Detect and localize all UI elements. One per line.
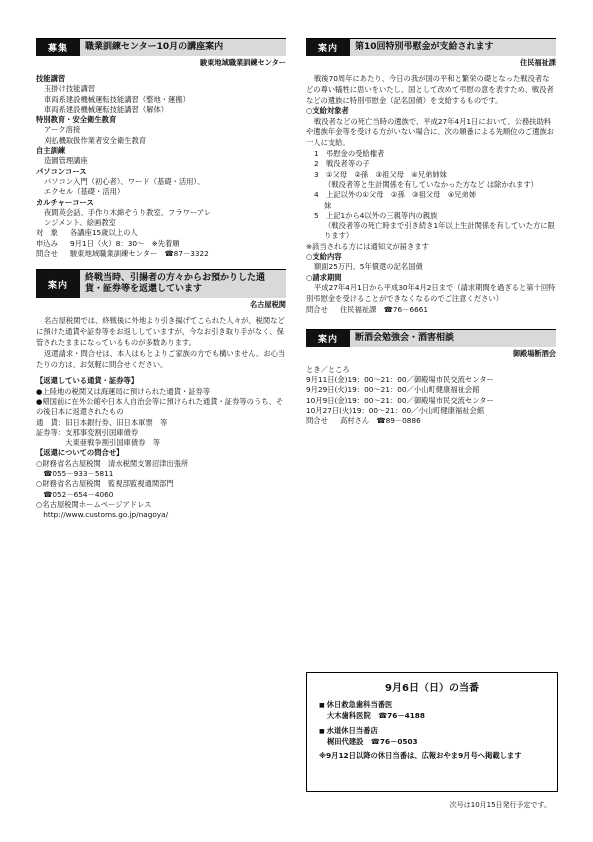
category-tag: 案内 (306, 39, 350, 56)
contact-line: ○財務省名古屋税関 監視部監視通関部門 (36, 479, 174, 489)
period-text: 平成27年4月1日から平成30年4月2日まで（請求期間を過ぎると第十回特別弔慰金を受けることができなくなるのでご注意ください） (306, 282, 556, 303)
detail-value: 9月1日（火）8：30～ ※先着順 (70, 238, 180, 248)
duty-item: ■ 水道休日当番店 (319, 726, 545, 737)
article-title: 職業訓練センター10月の講座案内 (80, 39, 286, 56)
list-item: ●上陸地の税関又は海運局に預けられた通貨・証券等 (36, 386, 211, 396)
list-item: パソコン入門（初心者）、ワード（基礎・活用）、 (44, 176, 205, 186)
list-item: （戦没者等と生計関係を有していなかった方など は除かれます） (324, 179, 538, 189)
list-item: 5 上記1から4以外の三親等内の親族 (314, 210, 438, 220)
contact-line: ○名古屋税関ホームページアドレス (36, 499, 152, 509)
detail-value: 各講座15歳以上の人 (70, 228, 138, 238)
list-item: 玉掛け技能講習 (44, 84, 96, 94)
list-item: 技能講習 (36, 74, 66, 83)
contact-row (306, 416, 556, 426)
contact-value: 高村さん ☎89－0886 (340, 416, 421, 426)
list-item: 車両系建設機械運転技能講習（解体） (44, 104, 169, 114)
section-heading: ○請求期間 (306, 272, 342, 282)
category-tag: 案内 (36, 270, 80, 298)
sobriety-header (306, 329, 556, 347)
list-item: 1 弔慰金の受給権者 (314, 149, 385, 159)
contact-label: 問合せ (306, 304, 328, 314)
article-source: 駿東地域職業訓練センター (200, 58, 286, 67)
schedule-item: 10月9日(金)19：00～21：00／御殿場市民交流センター (306, 395, 494, 405)
detail-value: 駿東地域職業訓練センター ☎87－3322 (70, 249, 209, 259)
detail-label: 申込み (36, 238, 58, 248)
list-item: 4 上記以外の①父母 ②孫 ③祖父母 ④兄弟姉 (314, 190, 477, 200)
detail-row (36, 228, 286, 238)
content-text: 額面25万円、5年償還の記名国債 (314, 262, 423, 272)
list-item: 車両系建設機械運転技能講習（整地・運搬） (44, 94, 190, 104)
schedule-item: 10月27日(火)19：00～21：00／小山町健康福祉会館 (306, 406, 485, 416)
detail-label: 対 象 (36, 228, 58, 238)
return-items-list (36, 387, 286, 449)
duty-title: 9月6日（日）の当番 (385, 683, 479, 694)
list-item: アーク溶接 (44, 125, 81, 135)
list-item: カルチャーコース (36, 197, 94, 207)
list-item: （戦没者等の死亡時まで引き続き1年以上生計関係を有していた方に限ります） (324, 221, 555, 241)
currency-header (36, 269, 286, 298)
schedule-item: 9月11日(金)19：00～21：00／御殿場市民交流センター (306, 375, 494, 385)
list-item: 自主訓練 (36, 146, 66, 156)
target-text: 戦没者などの死亡当時の遺族で、平成27年4月1日において、公務扶助料や遺族年金等を受ける方がいない場合に、次の順番による先順位のご遺族お一人に支給。 (306, 116, 555, 148)
list-item: 妹 (324, 200, 332, 210)
list-item: 通 貨：旧日本銀行券、旧日本軍票 等 (36, 417, 168, 427)
list-item: エクセル（基礎・活用） (44, 187, 125, 197)
list-item: 証券等：支那事変割引国庫債券 (36, 427, 139, 437)
list-item: 大東亜戦争割引国庫債券 等 (36, 438, 161, 448)
eligibility-list (306, 149, 556, 252)
contact-list (36, 459, 286, 521)
contact-row (306, 305, 556, 315)
paragraph: 名古屋税関では、終戦後に外地より引き揚げてこられた人々が、税関などに預けた通貨や証券等をお返ししていますが、今なお引き取り手がなく、保管されたままになっているものが多数あります。 (36, 316, 285, 347)
footer-note: 次号は10月15日発行予定です。 (449, 801, 551, 809)
contact-label: 問合せ (306, 416, 328, 426)
category-tag: 募集 (36, 39, 80, 56)
condolence-header (306, 38, 556, 56)
detail-label: 問合せ (36, 249, 58, 259)
schedule-list (306, 365, 556, 416)
paragraph: 返還請求・問合せは、本人はもとよりご家族の方でも構いません。お心当たりの方は、お気軽に問合せください。 (36, 348, 286, 369)
intro-text: 戦後70周年にあたり、今日の我が国の平和と繁栄の礎となった戦没者などの尊い犠牲に思いをいたし、国として改めて弔慰の意を表すため、戦没者などの遺族に特別弔慰金（記名国債）を支給するものです。 (306, 74, 554, 105)
duty-note: ※9月12日以降の休日当番は、広報おやま9月号へ掲載します (319, 751, 522, 761)
article-source: 名古屋税関 (250, 300, 286, 310)
article-title: 第10回特別弔慰金が支給されます (350, 39, 556, 56)
contact-line: http://www.customs.go.jp/nagoya/ (36, 510, 169, 520)
article-title: 断酒会勉強会・酒害相談 (350, 330, 556, 347)
contact-value: 住民福祉課 ☎76－6661 (340, 304, 429, 314)
holiday-duty-box (306, 672, 558, 792)
list-item: パソコンコース (36, 166, 87, 176)
schedule-item: とき／ところ (306, 364, 350, 374)
contact-line: ☎052－654－4060 (36, 489, 114, 499)
contact-line: ☎055－933－5811 (36, 469, 114, 478)
list-item: ンジメント、絵画教室 (44, 218, 116, 228)
duty-item: 大木歯科医院 ☎76－4188 (327, 711, 425, 721)
list-item: 特別教育・安全衛生教育 (36, 115, 117, 125)
duty-item: ■ 休日救急歯科当番医 (319, 700, 545, 711)
left-column (36, 38, 286, 520)
section-heading: ○支給対象者 (306, 106, 349, 116)
contact-line: ○財務省名古屋税関 清水税関支署沼津出張所 (36, 458, 189, 468)
duty-item: 梶田代建設 ☎76－0503 (327, 736, 418, 746)
right-column (306, 38, 556, 427)
list-item: 夜間英会話、手作り木綿ぞうり教室、フラワーアレ (44, 207, 212, 217)
course-details (36, 228, 286, 259)
detail-row (36, 249, 286, 259)
article-title: 終戦当時、引揚者の方々からお預かりした通貨・証券等を返還しています (80, 270, 286, 298)
category-tag: 案内 (306, 330, 350, 347)
contact-heading: 【返還についての問合せ】 (36, 448, 124, 458)
list-item: 刈払機取扱作業者安全衛生教育 (44, 135, 147, 145)
course-list (36, 74, 286, 228)
article-source: 住民福祉課 (520, 58, 556, 67)
schedule-item: 9月29日(火)19：00～21：00／小山町健康福祉会館 (306, 385, 480, 395)
list-item: ※該当される方には通知文が届きます (306, 241, 429, 251)
recruit-header (36, 38, 286, 56)
list-heading: 【返還している通貨・証券等】 (36, 376, 139, 386)
list-item: 造園管理講座 (44, 156, 88, 166)
article-source: 御殿場断酒会 (512, 348, 556, 358)
detail-row (36, 239, 286, 249)
list-item: 2 戦没者等の子 (314, 159, 370, 169)
list-item: 3 ①父母 ②孫 ③祖父母 ④兄弟姉妹 (314, 169, 447, 179)
section-heading: ○支給内容 (306, 252, 342, 262)
list-item: ●帰国前に在外公館や日本人自治会等に預けられた通貨・証券等のうち、その後日本に返還されたもの (36, 396, 284, 417)
